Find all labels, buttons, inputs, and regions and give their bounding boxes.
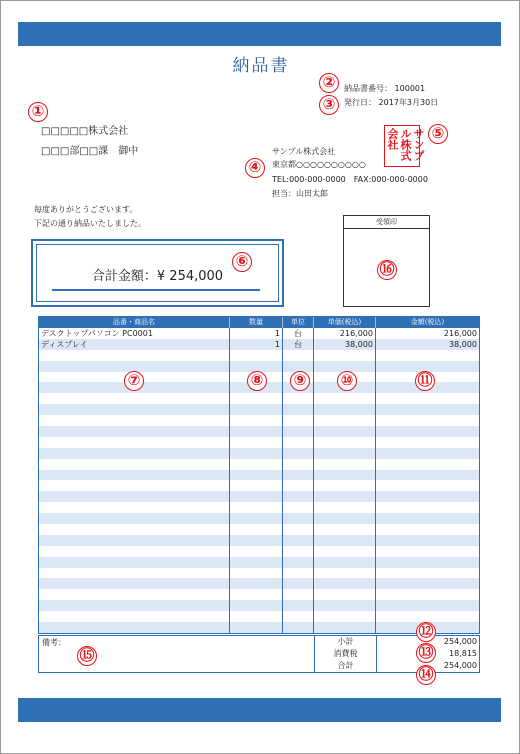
totals-footer bbox=[38, 635, 480, 673]
table-row bbox=[39, 415, 479, 426]
cell-product bbox=[39, 524, 230, 535]
table-row bbox=[39, 426, 479, 437]
table-row bbox=[39, 470, 479, 481]
total-underline bbox=[52, 289, 260, 291]
cell-product bbox=[39, 361, 230, 372]
cell-quantity bbox=[230, 437, 283, 448]
cell-product: デスクトップパソコン PC0001 bbox=[39, 328, 230, 339]
cell-product: ディスプレイ bbox=[39, 339, 230, 350]
cell-unit-price bbox=[314, 557, 376, 568]
cell-quantity bbox=[230, 426, 283, 437]
cell-amount bbox=[376, 502, 479, 513]
remarks-label: 備考： bbox=[42, 638, 66, 647]
header-unit-price: 単価(税込) bbox=[314, 317, 376, 328]
cell-amount bbox=[376, 557, 479, 568]
cell-quantity bbox=[230, 502, 283, 513]
cell-quantity bbox=[230, 404, 283, 415]
cell-unit-price bbox=[314, 491, 376, 502]
cell-unit bbox=[283, 426, 314, 437]
cell-product bbox=[39, 426, 230, 437]
annotation-marker: ⑥ bbox=[232, 252, 252, 272]
cell-product bbox=[39, 437, 230, 448]
cell-quantity: 1 bbox=[230, 328, 283, 339]
cell-unit-price bbox=[314, 426, 376, 437]
stamp-column: サンプ bbox=[412, 128, 425, 161]
cell-product bbox=[39, 393, 230, 404]
table-row bbox=[39, 622, 479, 633]
cell-quantity bbox=[230, 480, 283, 491]
annotation-marker: ⑫ bbox=[416, 622, 436, 642]
issuer-contact: TEL:000-000-0000 FAX:000-000-0000 bbox=[272, 175, 428, 184]
cell-unit-price bbox=[314, 470, 376, 481]
cell-unit bbox=[283, 524, 314, 535]
cell-unit bbox=[283, 600, 314, 611]
cell-amount bbox=[376, 491, 479, 502]
cell-quantity: 1 bbox=[230, 339, 283, 350]
cell-unit-price bbox=[314, 513, 376, 524]
cell-amount: 216,000 bbox=[443, 329, 477, 338]
greeting-line-2: 下記の通り納品いたしました。 bbox=[34, 219, 146, 228]
cell-amount bbox=[376, 459, 479, 470]
table-row bbox=[39, 513, 479, 524]
cell-quantity bbox=[230, 600, 283, 611]
cell-product bbox=[39, 404, 230, 415]
cell-unit bbox=[283, 448, 314, 459]
cell-unit-price: 38,000 bbox=[314, 339, 376, 350]
table-row bbox=[39, 328, 479, 339]
top-color-band bbox=[18, 22, 501, 46]
cell-unit-price bbox=[314, 622, 376, 633]
cell-unit-price bbox=[314, 578, 376, 589]
cell-amount bbox=[376, 426, 479, 437]
cell-unit-price bbox=[314, 568, 376, 579]
cell-unit bbox=[283, 535, 314, 546]
table-header bbox=[39, 317, 479, 328]
tax-value: 18,815 bbox=[449, 649, 477, 658]
cell-amount bbox=[376, 589, 479, 600]
items-table bbox=[38, 316, 480, 634]
annotation-marker: ③ bbox=[319, 95, 339, 115]
table-row bbox=[39, 404, 479, 415]
annotation-marker: ⑮ bbox=[77, 646, 97, 666]
cell-product bbox=[39, 568, 230, 579]
subtotal-row bbox=[315, 636, 479, 648]
table-row bbox=[39, 611, 479, 622]
cell-quantity bbox=[230, 524, 283, 535]
cell-product bbox=[39, 502, 230, 513]
cell-quantity bbox=[230, 557, 283, 568]
tax-label: 消費税 bbox=[315, 648, 377, 660]
cell-unit bbox=[283, 393, 314, 404]
cell-unit bbox=[283, 611, 314, 622]
header-unit: 単位 bbox=[283, 317, 314, 328]
header-amount: 金額(税込) bbox=[410, 318, 445, 326]
cell-unit-price bbox=[314, 415, 376, 426]
cell-quantity bbox=[230, 513, 283, 524]
cell-unit bbox=[283, 557, 314, 568]
table-row bbox=[39, 448, 479, 459]
subtotal-label: 小計 bbox=[315, 636, 377, 648]
table-row bbox=[39, 557, 479, 568]
issue-date bbox=[344, 97, 438, 108]
annotation-marker: ⑩ bbox=[337, 371, 357, 391]
cell-unit-price bbox=[314, 524, 376, 535]
annotation-marker: ② bbox=[319, 73, 339, 93]
cell-quantity bbox=[230, 361, 283, 372]
cell-unit bbox=[283, 459, 314, 470]
cell-unit-price bbox=[314, 502, 376, 513]
cell-unit bbox=[283, 578, 314, 589]
total-amount-label: 合計金額：¥ 254,000 bbox=[91, 269, 224, 284]
cell-amount bbox=[376, 470, 479, 481]
greeting-line-1: 毎度ありがとうございます。 bbox=[34, 205, 138, 214]
annotation-marker: ⑭ bbox=[416, 665, 436, 685]
cell-product bbox=[39, 480, 230, 491]
table-row bbox=[39, 393, 479, 404]
cell-product bbox=[39, 535, 230, 546]
cell-product bbox=[39, 491, 230, 502]
cell-unit bbox=[283, 568, 314, 579]
cell-amount bbox=[376, 415, 479, 426]
annotation-marker: ⑯ bbox=[377, 260, 397, 280]
cell-quantity bbox=[230, 415, 283, 426]
cell-amount bbox=[376, 480, 479, 491]
doc-number-label: 納品書番号： bbox=[344, 84, 392, 93]
cell-quantity bbox=[230, 546, 283, 557]
table-row bbox=[39, 524, 479, 535]
cell-unit bbox=[283, 437, 314, 448]
annotation-marker: ⑦ bbox=[124, 371, 144, 391]
table-row bbox=[39, 339, 479, 350]
stamp-column: 会社 bbox=[386, 128, 399, 150]
header-product: 品番・商品名 bbox=[39, 317, 230, 328]
table-row bbox=[39, 546, 479, 557]
cell-quantity bbox=[230, 622, 283, 633]
cell-quantity bbox=[230, 350, 283, 361]
cell-unit-price bbox=[314, 393, 376, 404]
cell-amount bbox=[376, 600, 479, 611]
cell-unit-price bbox=[314, 480, 376, 491]
table-row bbox=[39, 589, 479, 600]
annotation-marker: ⑧ bbox=[247, 371, 267, 391]
recipient-department: □□□部□□課 御中 bbox=[41, 146, 139, 157]
cell-unit bbox=[283, 361, 314, 372]
cell-quantity bbox=[230, 535, 283, 546]
cell-amount bbox=[376, 361, 479, 372]
cell-product bbox=[39, 470, 230, 481]
cell-product bbox=[39, 350, 230, 361]
annotation-marker: ⑨ bbox=[290, 371, 310, 391]
table-row bbox=[39, 600, 479, 611]
totals-area bbox=[315, 636, 479, 672]
subtotal-value: 254,000 bbox=[443, 637, 477, 646]
cell-product bbox=[39, 546, 230, 557]
cell-quantity bbox=[230, 578, 283, 589]
cell-unit: 台 bbox=[283, 339, 314, 350]
cell-quantity bbox=[230, 448, 283, 459]
cell-unit bbox=[283, 502, 314, 513]
cell-quantity bbox=[230, 589, 283, 600]
cell-unit bbox=[283, 513, 314, 524]
cell-unit bbox=[283, 350, 314, 361]
total-row bbox=[315, 660, 479, 672]
cell-unit bbox=[283, 622, 314, 633]
issue-date-value: 2017年3月30日 bbox=[378, 98, 439, 107]
cell-quantity bbox=[230, 393, 283, 404]
annotation-marker: ⑪ bbox=[415, 371, 435, 391]
cell-product bbox=[39, 611, 230, 622]
table-row bbox=[39, 502, 479, 513]
cell-product bbox=[39, 513, 230, 524]
cell-unit bbox=[283, 470, 314, 481]
cell-unit-price bbox=[314, 437, 376, 448]
cell-unit bbox=[283, 480, 314, 491]
cell-unit: 台 bbox=[283, 328, 314, 339]
table-row bbox=[39, 350, 479, 361]
cell-amount bbox=[376, 535, 479, 546]
cell-unit bbox=[283, 404, 314, 415]
cell-product bbox=[39, 600, 230, 611]
cell-amount bbox=[376, 350, 479, 361]
doc-number-value: 100001 bbox=[394, 84, 426, 93]
total-value: 254,000 bbox=[443, 661, 477, 670]
table-row bbox=[39, 480, 479, 491]
cell-unit-price bbox=[314, 600, 376, 611]
cell-unit bbox=[283, 546, 314, 557]
cell-product bbox=[39, 557, 230, 568]
issuer-address: 東京都○○○○○○○○○○ bbox=[272, 160, 366, 169]
cell-amount bbox=[376, 524, 479, 535]
bottom-color-band bbox=[18, 698, 501, 722]
cell-unit-price bbox=[314, 404, 376, 415]
header-quantity: 数量 bbox=[230, 317, 283, 328]
stamp-column: ル株式 bbox=[399, 128, 412, 161]
cell-product bbox=[39, 578, 230, 589]
document-title: 納品書 bbox=[232, 56, 290, 76]
cell-quantity bbox=[230, 568, 283, 579]
cell-unit-price bbox=[314, 535, 376, 546]
table-row bbox=[39, 361, 479, 372]
cell-amount bbox=[376, 611, 479, 622]
cell-unit bbox=[283, 415, 314, 426]
issue-date-label: 発行日： bbox=[344, 98, 376, 107]
issuer-company: サンプル株式会社 bbox=[272, 147, 336, 156]
recipient-company: □□□□□株式会社 bbox=[41, 126, 129, 137]
table-row bbox=[39, 437, 479, 448]
cell-amount bbox=[376, 568, 479, 579]
cell-amount: 38,000 bbox=[449, 339, 477, 349]
receipt-stamp-label: 受領印 bbox=[344, 216, 429, 229]
cell-amount bbox=[376, 393, 479, 404]
cell-amount bbox=[376, 513, 479, 524]
cell-product bbox=[39, 622, 230, 633]
cell-unit-price bbox=[314, 459, 376, 470]
cell-product bbox=[39, 448, 230, 459]
cell-quantity bbox=[230, 611, 283, 622]
cell-quantity bbox=[230, 491, 283, 502]
cell-unit-price: 216,000 bbox=[314, 328, 376, 339]
total-amount-box bbox=[31, 239, 284, 307]
cell-quantity bbox=[230, 470, 283, 481]
company-seal-stamp bbox=[384, 125, 425, 167]
annotation-marker: ⑬ bbox=[416, 643, 436, 663]
cell-unit-price bbox=[314, 546, 376, 557]
cell-amount bbox=[376, 404, 479, 415]
total-label: 合計 bbox=[315, 660, 377, 672]
cell-unit bbox=[283, 491, 314, 502]
cell-unit-price bbox=[314, 589, 376, 600]
issuer-person: 担当：山田太郎 bbox=[272, 189, 328, 198]
table-row bbox=[39, 568, 479, 579]
cell-product bbox=[39, 589, 230, 600]
table-row bbox=[39, 459, 479, 470]
cell-amount bbox=[376, 578, 479, 589]
doc-number bbox=[344, 83, 425, 94]
cell-amount bbox=[376, 546, 479, 557]
table-row bbox=[39, 491, 479, 502]
cell-product bbox=[39, 415, 230, 426]
cell-unit-price bbox=[314, 350, 376, 361]
cell-amount bbox=[376, 448, 479, 459]
table-row bbox=[39, 578, 479, 589]
cell-unit-price bbox=[314, 611, 376, 622]
annotation-marker: ④ bbox=[245, 158, 265, 178]
cell-unit-price bbox=[314, 448, 376, 459]
tax-row bbox=[315, 648, 479, 660]
cell-unit-price bbox=[314, 361, 376, 372]
table-row bbox=[39, 535, 479, 546]
cell-quantity bbox=[230, 459, 283, 470]
annotation-marker: ① bbox=[28, 102, 48, 122]
cell-amount bbox=[376, 437, 479, 448]
annotation-marker: ⑤ bbox=[428, 124, 448, 144]
cell-unit bbox=[283, 589, 314, 600]
cell-product bbox=[39, 459, 230, 470]
